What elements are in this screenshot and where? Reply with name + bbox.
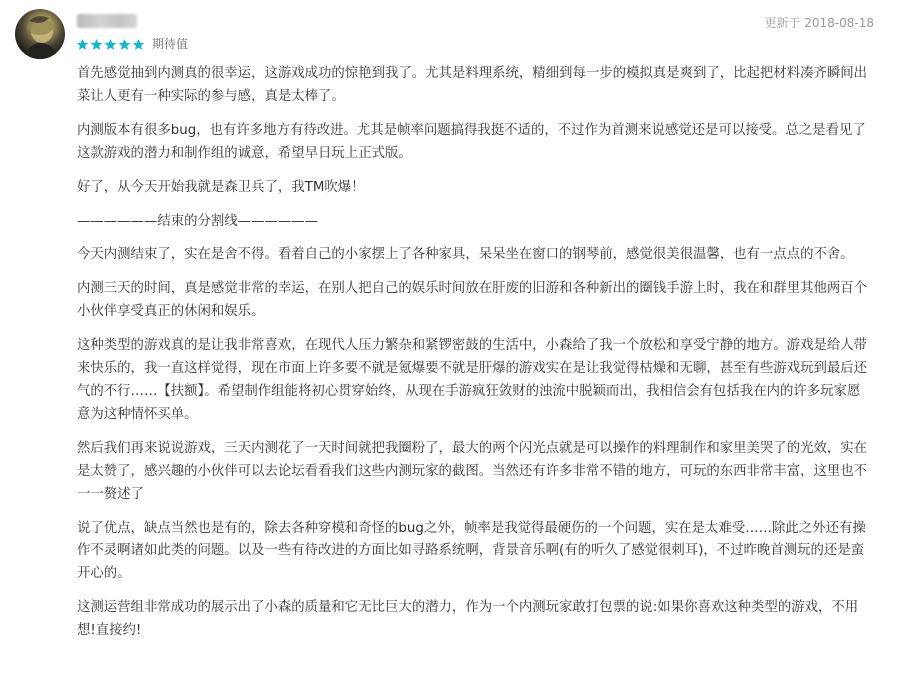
- review-content: [77, 63, 872, 654]
- review-paragraph: 这测运营组非常成功的展示出了小森的质量和它无比巨大的潜力，作为一个内测玩家敢打包票的说:如果你喜欢这种类型的游戏，不用想!直接约!: [77, 600, 859, 639]
- review-paragraph: 然后我们再来说说游戏，三天内测花了一天时间就把我圈粉了，最大的两个闪光点就是可以操作的料理制作和家里美哭了的光效，实在是太赞了，感兴趣的小伙伴可以去论坛看看我们这些内测玩家的截图。当然还有许多非常不错的地方，可玩的东西非常丰富，这里也不一一赘述了: [77, 440, 868, 502]
- avatar[interactable]: [15, 9, 65, 59]
- star-icon: [132, 38, 145, 51]
- avatar-image: [15, 9, 65, 59]
- review-paragraph: 今天内测结束了，实在是舍不得。看着自己的小家摆上了各种家具，呆呆坐在窗口的钢琴前，感觉很美很温馨，也有一点点的不舍。: [77, 247, 854, 263]
- star-rating: [76, 38, 145, 51]
- review-paragraph: 这种类型的游戏真的是让我非常喜欢，在现代人压力繁杂和紧锣密鼓的生活中，小森给了我一个放松和享受宁静的地方。游戏是给人带来快乐的，我一直这样觉得，现在市面上许多要不就是氪爆要不就是肝爆的游戏实在是让我觉得枯燥和无聊，甚至有些游戏玩到最后还气的不行……【扶额】。希望制作组能将初心贯穿始终，从现在手游疯狂敛财的浊流中脱颖而出，我相信会有包括我在内的许多玩家愿意为这种情怀买单。: [77, 338, 868, 422]
- star-icon: [104, 38, 117, 51]
- rating-row: [76, 36, 188, 52]
- review-paragraph: 好了，从今天开始我就是森卫兵了，我TM吹爆！: [77, 179, 365, 195]
- updated-timestamp: 更新于 2018-08-18: [764, 16, 874, 30]
- review-paragraph: 说了优点，缺点当然也是有的，除去各种穿模和奇怪的bug之外，帧率是我觉得最硬伤的一个问题，实在是太难受……除此之外还有操作不灵啊诸如此类的问题。以及一些有待改进的方面比如寻路系统啊，背景音乐啊(有的听久了感觉很刺耳)，不过昨晚首测玩的还是蛮开心的。: [77, 520, 866, 582]
- username[interactable]: [77, 14, 137, 28]
- rating-label: 期待值: [152, 37, 189, 51]
- review-paragraph: 内测版本有很多bug，也有许多地方有待改进。尤其是帧率问题搞得我挺不适的，不过作为首测来说感觉还是可以接受。总之是看见了这款游戏的潜力和制作组的诚意，希望早日玩上正式版。: [77, 122, 866, 161]
- review-paragraph: 内测三天的时间，真是感觉非常的幸运，在别人把自己的娱乐时间放在肝废的旧游和各种新出的圈钱手游上时，我在和群里其他两百个小伙伴享受真正的休闲和娱乐。: [77, 281, 868, 320]
- star-icon: [76, 38, 89, 51]
- review-paragraph: 首先感觉抽到内测真的很幸运，这游戏成功的惊艳到我了。尤其是料理系统，精细到每一步的模拟真是爽到了，比起把材料凑齐瞬间出菜让人更有一种实际的参与感，真是太棒了。: [77, 66, 868, 104]
- review-paragraph: ——————结束的分割线——————: [77, 213, 319, 229]
- star-icon: [118, 38, 131, 51]
- star-icon: [90, 38, 103, 51]
